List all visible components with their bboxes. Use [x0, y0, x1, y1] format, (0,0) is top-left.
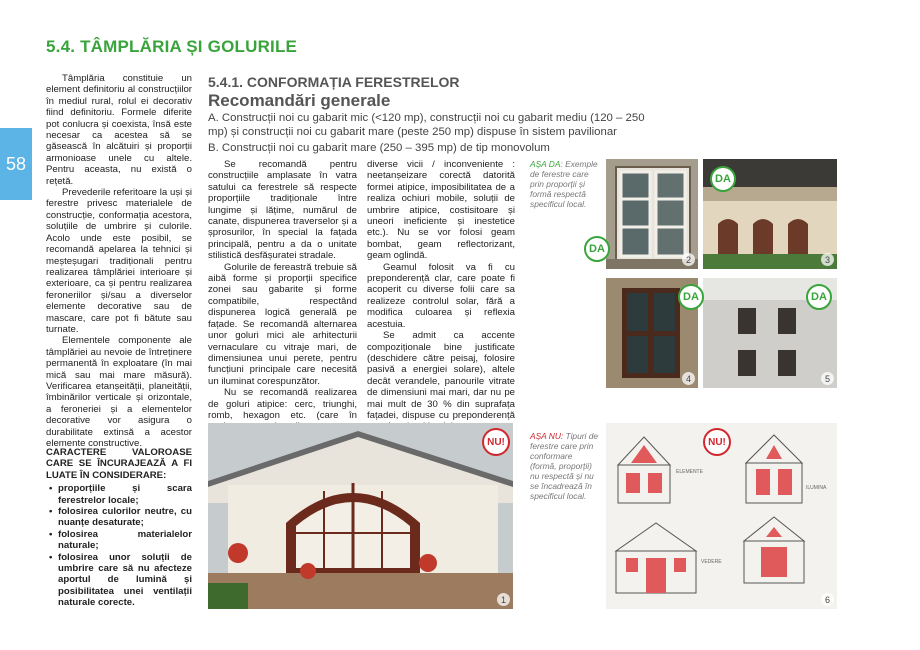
page-number-tab: 58	[0, 128, 32, 200]
caption-label: AȘA DA:	[530, 159, 563, 169]
caption-text: Tipuri de ferestre care prin conformare (formă, proporții) nu respectă și nu se încadrează în specificul local.	[530, 431, 599, 501]
intro-column	[46, 73, 192, 449]
house-illustration	[208, 423, 513, 609]
intro-b: B. Construcții noi cu gabarit mare (250 – 395 mp) de tip monovolum	[208, 142, 550, 154]
paragraph: Nu se recomandă realizarea de goluri atipice: cerc, triunghi, romb, hexagon etc. (care în	[208, 387, 357, 421]
approved-badge: DA	[678, 284, 704, 310]
caption-bad-examples	[530, 431, 600, 501]
approved-badge: DA	[584, 236, 610, 262]
paragraph: diverse vicii / inconveniente : neetanșeizare corectă datorită formei atipice, imposibilitatea de a realiza ochiuri mobile, soluții de umbrire atipice, costisitoare și uneori ineficiente și inestetice etc.). Nu se vor folosi geam bombat, geam reflectorizant, geam oglindă.	[367, 159, 515, 262]
paragraph: Geamul folosit va fi cu preponderență clar, care poate fi acoperit cu diverse folii care sa realizeze controlul solar, fără a modifica culoarea și reflexia acestuia.	[367, 261, 515, 330]
caption-label: AȘA NU:	[530, 431, 564, 441]
subsection-subtitle: Recomandări generale	[208, 91, 391, 110]
approved-badge: DA	[710, 166, 736, 192]
subsection-intro	[208, 111, 658, 157]
text-column-3	[367, 159, 515, 433]
list-item: • folosirea materialelor naturale;	[46, 529, 192, 552]
paragraph: Golurile de fereastră trebuie să aibă forme și proporții specifice zonei sau gabarite și forme compatibile, respectând dispunerea logică generală pe fațade. Se recomandă alternarea unor goluri mici ale arhitecturii vernaculare cu vitraje mari, de dimensiunea unui perete, pentru funcțiuni principale care necesită un iluminat corespunzător.	[208, 261, 357, 387]
text-column-2	[208, 159, 357, 433]
caption-good-examples	[530, 159, 600, 209]
photo-number: 1	[497, 593, 510, 606]
list-item: • folosirea culorilor neutre, cu nuanțe desaturate;	[46, 506, 192, 529]
sketch-annotation: ELEMENTE	[676, 469, 703, 475]
paragraph: Se recomandă pentru construcțiile amplasate în vatra satului ca ferestrele să respecte proporțiile tradiționale între lungime și lățime, numărul de canate, dispunerea traverselor și a șprosurilor, în special la fațada principală, pentru a da o unitate stilistică desfășuratei stradale.	[208, 159, 357, 262]
paragraph: Prevederile referitoare la uși și ferestre privesc materialele de construcție, conformația acestora, soluțiile de umbrire și culorile. Acolo unde este posibil, se recomandă apelarea la tehnici și meșteșugari tradiționali pentru realizarea tâmplăriei interioare și exterioare, ca și pentru realizarea feroneriilor și/sau a diverselor elemente decorative sau de mascare, care pot fi bătute sau turnate.	[46, 187, 192, 335]
photo-window-2	[606, 159, 698, 269]
photo-number: 2	[682, 253, 695, 266]
section-title: 5.4. TÂMPLĂRIA ȘI GOLURILE	[46, 37, 298, 56]
approved-badge: DA	[806, 284, 832, 310]
list-item: • folosirea unor soluții de umbrire care să nu afecteze aportul de lumină și posibilitatea unei ventilații naturale corecte.	[46, 552, 192, 609]
photo-number: 3	[821, 253, 834, 266]
subsection-title: 5.4.1. CONFORMAȚIA FERESTRELOR	[208, 74, 460, 90]
paragraph: Tâmplăria constituie un element definitoriu al construcțiilor în mediul rural, rolul ei decorativ fiind definitoriu. Formele diferite pot conlucra și coexista, însă este necesar ca acestea să se găsească în alcătuiri și proporții armonioase unele cu altele. Pentru aceasta, nu există o rețetă.	[46, 73, 192, 187]
caption-text: Exemple de ferestre care prin proporții și formă respectă specificul local.	[530, 159, 598, 209]
photo-number: 6	[821, 593, 834, 606]
features-heading: CARACTERE VALOROASE CARE SE ÎNCURAJEAZĂ A FI LUATE ÎN CONSIDERARE:	[46, 447, 192, 481]
photo-number: 4	[682, 372, 695, 385]
rejected-badge: NU!	[703, 428, 731, 456]
window-illustration	[606, 159, 698, 269]
photo-house-1	[208, 423, 513, 609]
intro-a: A. Construcții noi cu gabarit mic (<120 mp), construcții noi cu gabarit mediu (120 – 250 mp) și construcții noi cu gabarit mare (peste 250 mp) dispuse în sistem pavilionar	[208, 112, 645, 138]
sketch-annotation: VEDERE	[701, 559, 722, 565]
features-list	[46, 483, 192, 608]
valuable-features-box	[46, 447, 192, 609]
photo-number: 5	[821, 372, 834, 385]
paragraph: Elementele componente ale tâmplăriei au nevoie de întreținere permanentă în exploatare (în mai mică sau mai mare măsură). Verificarea etanșeității, planeității, îmbinărilor verticale și orizontale, a feroneriei și a elementelor decorative vor asigura o durabilitate extinsă a acestor elemente constructive.	[46, 335, 192, 449]
rejected-badge: NU!	[482, 428, 510, 456]
paragraph: Se admit ca accente compoziționale bine justificate (deschidere către peisaj, folosire pasivă a energiei solare), altele decât verandele, panourile vitrate de dimensiuni mai mari, dar nu pe mai mult de 30 % din suprafața fațadei, dispuse cu preponderență	[367, 330, 515, 421]
list-item: • proporțiile și scara ferestrelor locale;	[46, 483, 192, 506]
sketch-annotation: ILUMINA	[806, 485, 827, 491]
